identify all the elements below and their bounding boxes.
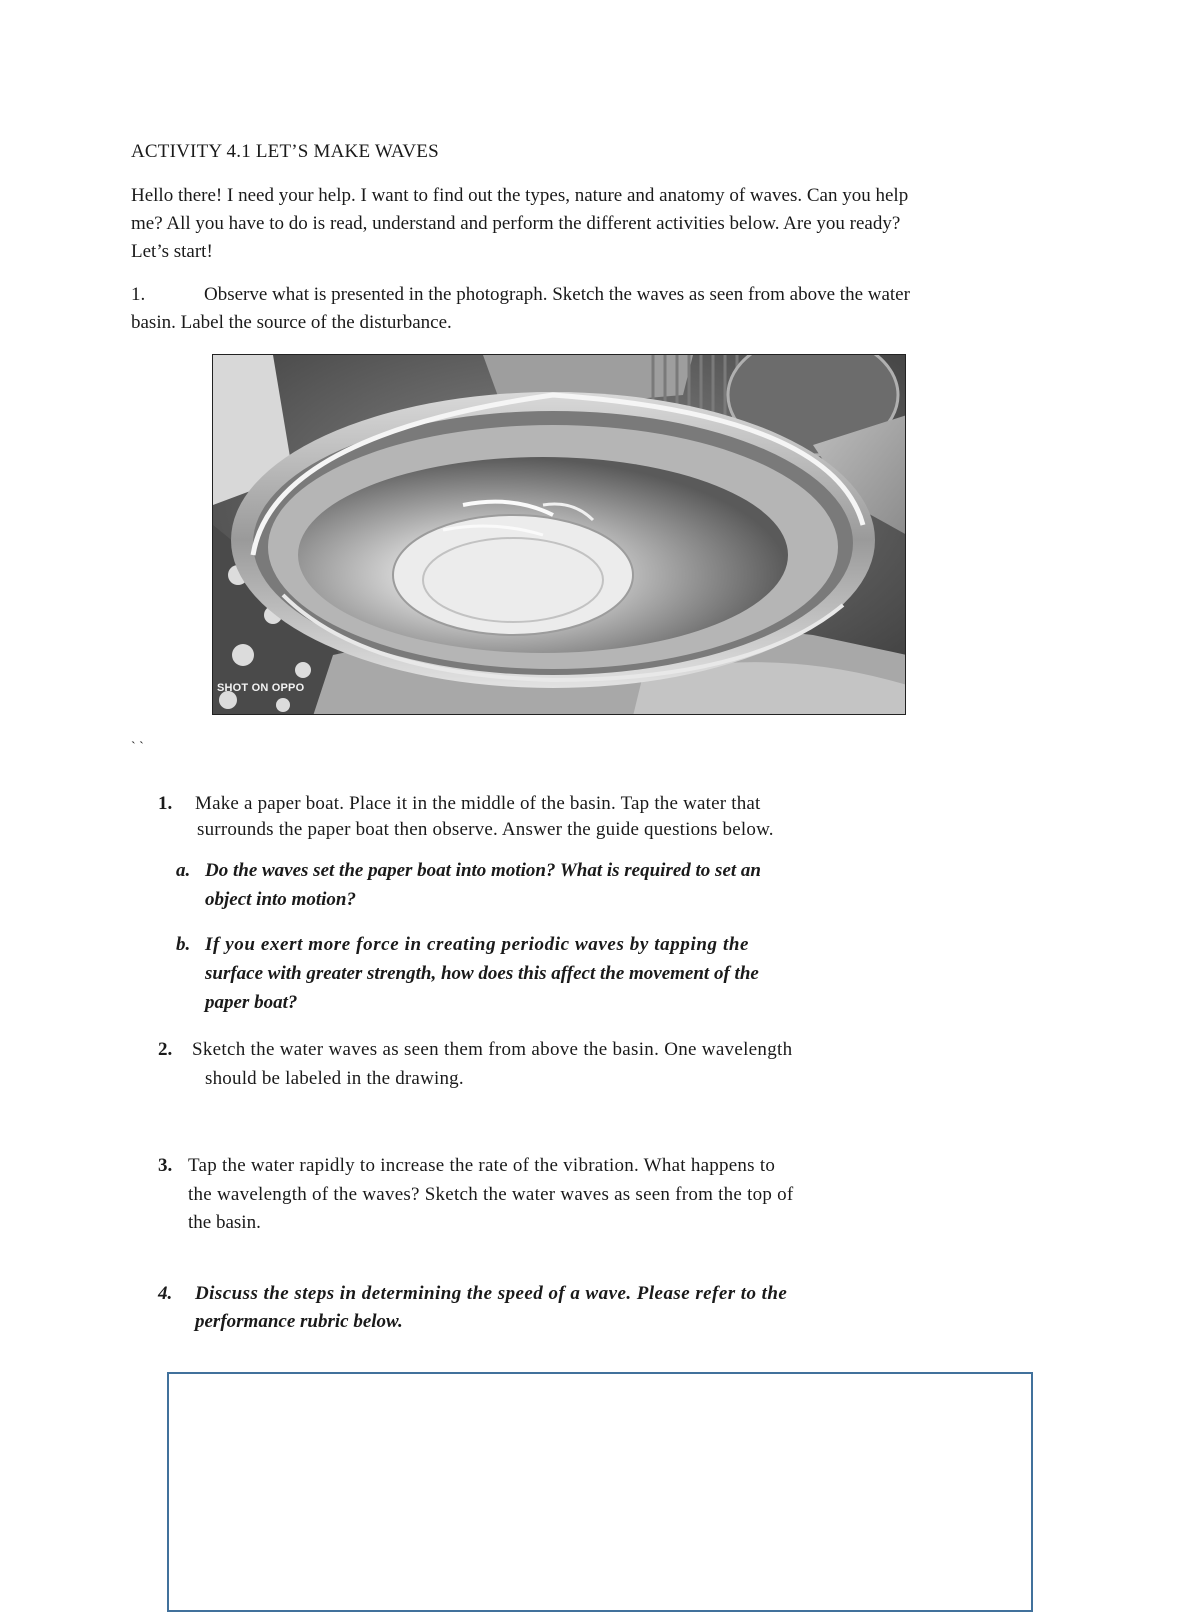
list-item-1-line-2: surrounds the paper boat then observe. Answer the guide questions below. [197,819,774,840]
question-b-line-1: If you exert more force in creating periodic waves by tapping the [205,934,750,955]
intro-line-2: me? All you have to do is read, understand and perform the different activities below. Are you ready? [131,213,901,234]
list-item-3-line-2: the wavelength of the waves? Sketch the water waves as seen from the top of [188,1184,794,1205]
list-marker-3: 3. [158,1155,173,1176]
step1-number: 1. [131,284,146,305]
list-item-1-line-1: Make a paper boat. Place it in the middle of the basin. Tap the water that [195,793,761,814]
list-item-4-line-2: performance rubric below. [195,1311,403,1332]
photo-watermark: SHOT ON OPPO [217,682,305,694]
list-marker-4: 4. [158,1283,173,1304]
basin-photo-illustration [213,355,906,715]
stray-marks: ` ` [131,740,144,755]
step1-line-1: Observe what is presented in the photograph. Sketch the waves as seen from above the water [204,284,910,305]
list-item-2-line-1: Sketch the water waves as seen them from above the basin. One wavelength [192,1039,793,1060]
list-marker-2: 2. [158,1039,173,1060]
list-item-3-line-3: the basin. [188,1212,261,1233]
question-a-line-1: Do the waves set the paper boat into motion? What is required to set an [205,860,761,881]
basin-photograph [212,354,906,715]
question-b-line-3: paper boat? [205,992,298,1013]
list-item-2-line-2: should be labeled in the drawing. [205,1068,464,1089]
intro-line-3: Let’s start! [131,241,213,262]
question-marker-a: a. [176,860,191,881]
intro-paragraph [131,182,1051,266]
list-marker-1: 1. [158,793,173,814]
activity-title: ACTIVITY 4.1 LET’S MAKE WAVES [131,141,439,162]
question-marker-b: b. [176,934,191,955]
intro-line-1: Hello there! I need your help. I want to find out the types, nature and anatomy of waves. Can you help [131,185,909,206]
question-b-line-2: surface with greater strength, how does this affect the movement of the [205,963,759,984]
list-item-4-line-1: Discuss the steps in determining the speed of a wave. Please refer to the [195,1283,788,1304]
step1-line-2: basin. Label the source of the disturbance. [131,312,452,333]
answer-box[interactable] [167,1372,1033,1612]
list-item-3-line-1: Tap the water rapidly to increase the rate of the vibration. What happens to [188,1155,776,1176]
question-a-line-2: object into motion? [205,889,356,910]
